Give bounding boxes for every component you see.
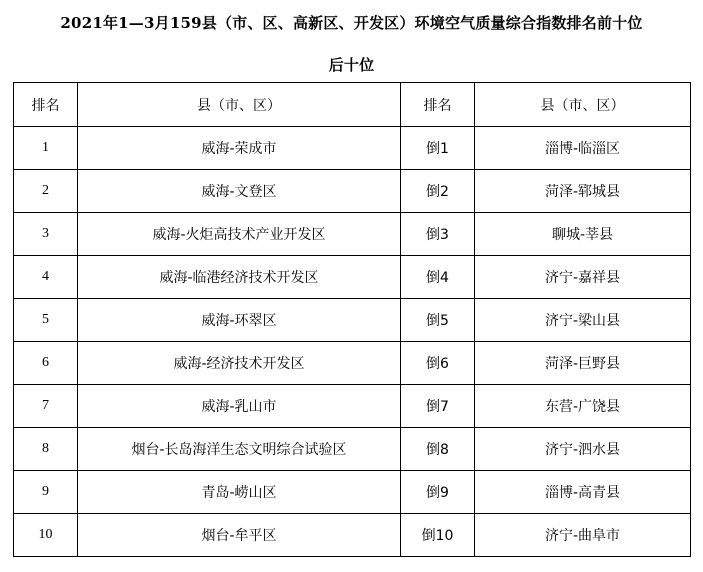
- county-bottom-cell: 济宁-曲阜市: [475, 514, 691, 557]
- rank-bottom-cell: 倒2: [401, 170, 475, 213]
- rank-top-cell: 6: [14, 342, 78, 385]
- table-row: [14, 127, 691, 170]
- rank-top-cell: 8: [14, 428, 78, 471]
- rank-bottom-cell: 倒3: [401, 213, 475, 256]
- rank-bottom-cell: 倒4: [401, 256, 475, 299]
- county-top-cell: 威海-荣成市: [78, 127, 401, 170]
- document-title: 2021年1—3月159县（市、区、高新区、开发区）环境空气质量综合指数排名前十位: [60, 14, 643, 32]
- rank-bottom-cell: 倒1: [401, 127, 475, 170]
- header-rank-bottom: 排名: [401, 83, 475, 127]
- table-row: [14, 299, 691, 342]
- table-header-row: [14, 83, 691, 127]
- rank-bottom-cell: 倒5: [401, 299, 475, 342]
- county-bottom-cell: 淄博-临淄区: [475, 127, 691, 170]
- county-bottom-cell: 济宁-嘉祥县: [475, 256, 691, 299]
- header-county-top: 县（市、区）: [78, 83, 401, 127]
- county-top-cell: 威海-文登区: [78, 170, 401, 213]
- rank-top-cell: 1: [14, 127, 78, 170]
- rank-bottom-cell: 倒9: [401, 471, 475, 514]
- table-row: [14, 213, 691, 256]
- county-bottom-cell: 东营-广饶县: [475, 385, 691, 428]
- document-title-continued: 后十位: [328, 56, 375, 74]
- rank-top-cell: 10: [14, 514, 78, 557]
- county-top-cell: 威海-临港经济技术开发区: [78, 256, 401, 299]
- table-row: [14, 471, 691, 514]
- rank-top-cell: 2: [14, 170, 78, 213]
- county-top-cell: 威海-火炬高技术产业开发区: [78, 213, 401, 256]
- table-row: [14, 256, 691, 299]
- table-row: [14, 385, 691, 428]
- county-bottom-cell: 聊城-莘县: [475, 213, 691, 256]
- county-top-cell: 青岛-崂山区: [78, 471, 401, 514]
- table-row: [14, 514, 691, 557]
- ranking-table: [13, 82, 691, 557]
- rank-bottom-cell: 倒7: [401, 385, 475, 428]
- county-bottom-cell: 淄博-高青县: [475, 471, 691, 514]
- county-bottom-cell: 菏泽-郓城县: [475, 170, 691, 213]
- county-top-cell: 威海-环翠区: [78, 299, 401, 342]
- table-body: [14, 127, 691, 557]
- rank-top-cell: 9: [14, 471, 78, 514]
- rank-bottom-cell: 倒8: [401, 428, 475, 471]
- rank-bottom-cell: 倒10: [401, 514, 475, 557]
- county-top-cell: 威海-乳山市: [78, 385, 401, 428]
- header-rank-top: 排名: [14, 83, 78, 127]
- rank-top-cell: 7: [14, 385, 78, 428]
- rank-top-cell: 4: [14, 256, 78, 299]
- table-row: [14, 170, 691, 213]
- rank-top-cell: 3: [14, 213, 78, 256]
- county-top-cell: 烟台-牟平区: [78, 514, 401, 557]
- county-top-cell: 威海-经济技术开发区: [78, 342, 401, 385]
- county-bottom-cell: 菏泽-巨野县: [475, 342, 691, 385]
- rank-top-cell: 5: [14, 299, 78, 342]
- table-row: [14, 342, 691, 385]
- header-county-bottom: 县（市、区）: [475, 83, 691, 127]
- county-top-cell: 烟台-长岛海洋生态文明综合试验区: [78, 428, 401, 471]
- rank-bottom-cell: 倒6: [401, 342, 475, 385]
- county-bottom-cell: 济宁-梁山县: [475, 299, 691, 342]
- table-row: [14, 428, 691, 471]
- county-bottom-cell: 济宁-泗水县: [475, 428, 691, 471]
